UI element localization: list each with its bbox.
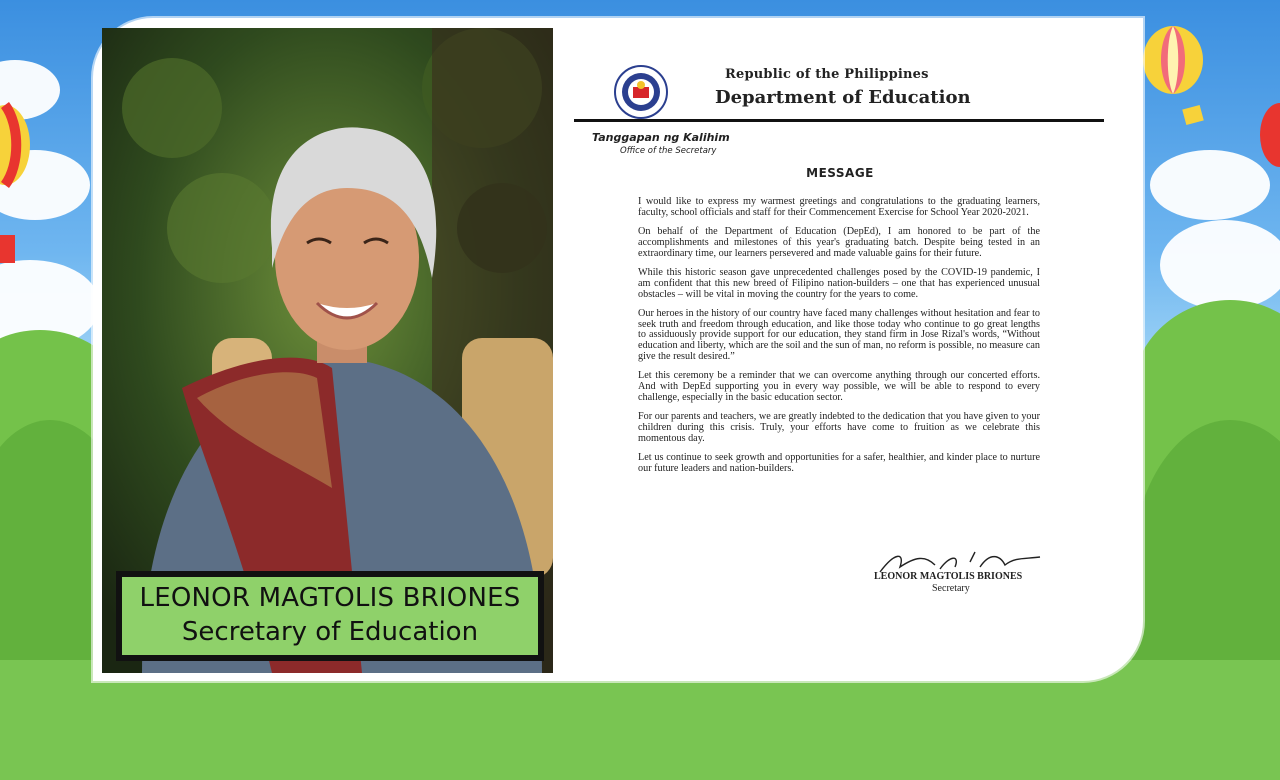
letter-heading: MESSAGE — [806, 166, 874, 180]
hot-air-balloon-icon — [0, 95, 35, 275]
letter-paragraph: For our parents and teachers, we are greatly indebted to the dedication that you have given to your children during this crisis. Truly, your efforts have come to fruition as we celebrate this momentous day. — [638, 411, 1040, 444]
caption-title: Secretary of Education — [181, 617, 479, 647]
letterhead-republic: Republic of the Philippines — [725, 67, 929, 82]
signatory-name: LEONOR MAGTOLIS BRIONES — [874, 571, 1023, 582]
cloud-decoration — [1160, 220, 1280, 310]
hot-air-balloon-icon — [1138, 25, 1208, 130]
letter-paragraph: I would like to express my warmest greetings and congratulations to the graduating learners, faculty, school officials and staff for their Commencement Exercise for School Year 2020-2021. — [638, 196, 1040, 218]
signatory-title: Secretary — [932, 583, 970, 594]
office-tagalog: Tanggapan ng Kalihim — [592, 131, 730, 144]
hot-air-balloon-icon — [1252, 100, 1280, 170]
office-english: Office of the Secretary — [620, 146, 717, 156]
letter-paragraph: Let us continue to seek growth and opportunities for a safer, healthier, and kinder place to nurture our future leaders and nation-builders. — [638, 452, 1040, 474]
letter-paragraph: Let this ceremony be a reminder that we can overcome anything through our concerted efforts. And with DepEd supporting you in every way possible, we will be able to respond to every challenge, especially in the basic education sector. — [638, 370, 1040, 403]
letter-paragraph: Our heroes in the history of our country have faced many challenges without hesitation and fear to seek truth and freedom through education, and like those today who continue to go great lengths to assiduously provide support for our education, they stand firm in Jose Rizal's words, “Without education and liberty, which are the soil and the sun of man, no reform is possible, no measure can give the result desired.” — [638, 307, 1040, 363]
letter-body — [638, 197, 1040, 483]
letter-paragraph: While this historic season gave unprecedented challenges posed by the COVID-19 pandemic, I am confident that this new breed of Filipino nation-builders – one that has experienced unusual obstacles – will be vital in moving the country for the years to come. — [638, 266, 1040, 300]
letterhead-divider — [574, 119, 1104, 122]
deped-seal-icon — [614, 65, 668, 119]
name-caption-panel — [122, 577, 538, 655]
letterhead-department: Department of Education — [715, 87, 971, 108]
letter-document — [570, 55, 1110, 655]
caption-name: LEONOR MAGTOLIS BRIONES — [139, 583, 521, 613]
name-caption — [116, 571, 544, 661]
letter-paragraph: On behalf of the Department of Education (DepEd), I am honored to be part of the accomplishments and milestones of this year's graduating batch. Despite being tested in an extraordinary time, our learners persevered and made valuable gains for their future. — [638, 226, 1040, 259]
